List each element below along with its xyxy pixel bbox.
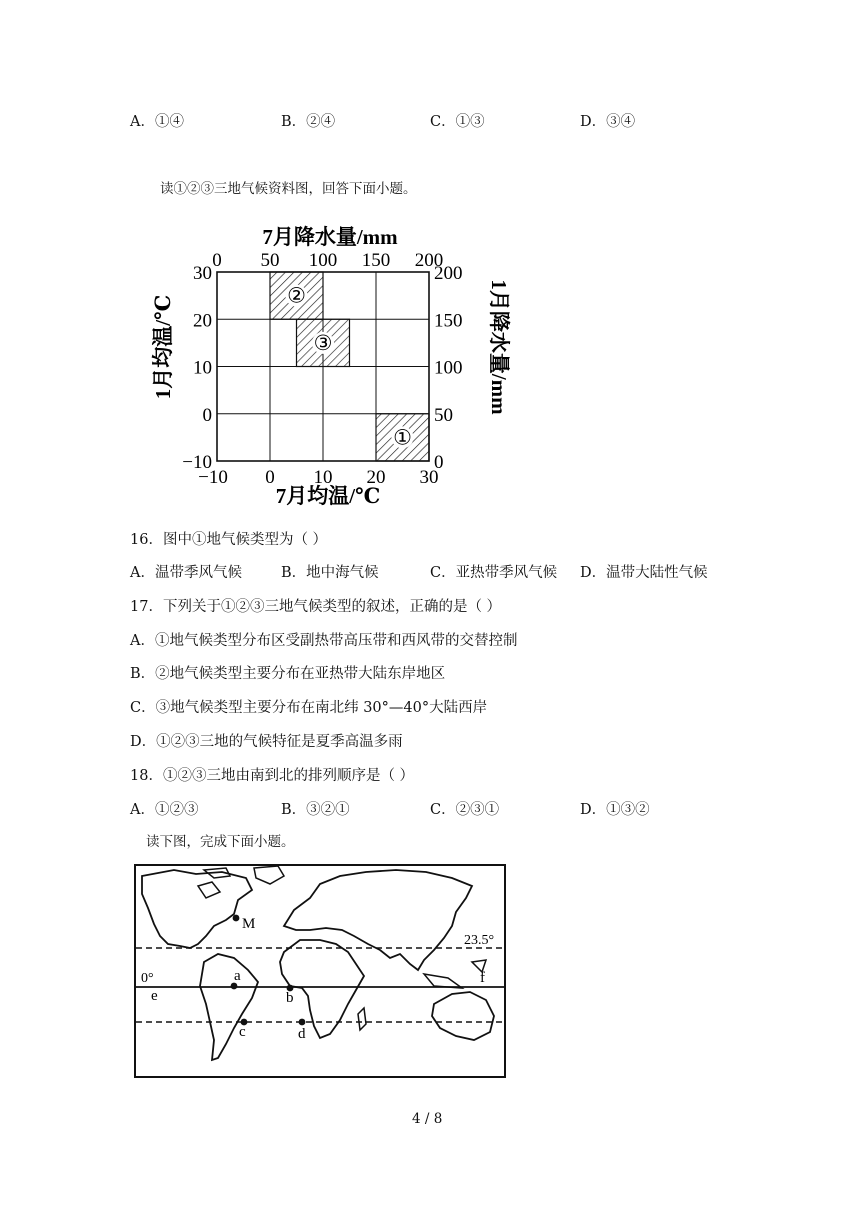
q16-stem: 16．图中①地气候类型为（ ） [130,532,328,548]
right-tick-label: 0 [434,452,444,473]
q18-stem: 18．①②③三地由南到北的排列顺序是（ ） [130,768,415,784]
label-c: c [239,1024,246,1040]
label-a: a [234,968,241,984]
q15-option-b: B．②④ [281,114,336,130]
label-m: M [242,916,256,932]
bottom-tick-label: 10 [313,467,333,488]
left-axis-title: 1月均温/℃ [151,294,175,400]
q16-option-c: C．亚热带季风气候 [430,565,558,581]
q16-option-b: B．地中海气候 [281,565,379,581]
top-tick-label: 200 [414,250,444,271]
left-tick-label: −10 [182,452,212,473]
bottom-axis-title: 7月均温/℃ [275,484,381,508]
region-label-2: ② [287,283,306,308]
region-label-3: ③ [313,330,333,355]
page-number: 4 / 8 [412,1111,443,1127]
q15-option-d: D．③④ [580,114,636,130]
bottom-tick-label: 30 [419,467,439,488]
q17-stem: 17．下列关于①②③三地气候类型的叙述，正确的是（ ） [130,599,502,615]
q17-option-d: D．①②③三地的气候特征是夏季高温多雨 [130,734,403,750]
right-tick-label: 200 [434,263,463,284]
q16-option-d: D．温带大陆性气候 [580,565,708,581]
q18-option-a: A．①②③ [130,802,199,818]
intro-world-map: 读下图，完成下面小题。 [146,834,295,850]
right-tick-label: 50 [434,404,453,426]
point-m-marker [233,915,240,922]
left-tick-label: 0 [202,404,212,426]
q17-option-a: A．①地气候类型分布区受副热带高压带和西风带的交替控制 [130,633,518,649]
label-f: f [480,970,485,986]
region-label-1: ① [393,425,412,450]
top-tick-label: 50 [260,250,280,271]
climate-chart [140,222,520,512]
label-b: b [286,990,294,1006]
q18-option-c: C．②③① [430,802,500,818]
bottom-tick-label: 20 [366,467,386,488]
top-tick-label: 100 [308,250,338,271]
q17-option-b: B．②地气候类型主要分布在亚热带大陆东岸地区 [130,666,446,682]
bottom-tick-label: −10 [198,467,228,488]
right-tick-label: 100 [434,357,463,379]
top-tick-label: 0 [212,250,222,271]
left-tick-label: 10 [193,357,212,379]
bottom-tick-label: 0 [265,467,275,488]
world-map [134,864,506,1078]
label-e: e [151,988,158,1004]
q15-option-c: C．①③ [430,114,485,130]
q17-option-c: C．③地气候类型主要分布在南北纬 30°—40°大陆西岸 [130,700,488,716]
left-tick-label: 20 [193,310,212,332]
label-tropic: 23.5° [464,933,495,948]
top-tick-label: 150 [361,250,391,271]
q18-option-b: B．③②① [281,802,350,818]
top-axis-title: 7月降水量/mm [262,225,398,249]
label-d: d [298,1026,306,1042]
q16-option-a: A．温带季风气候 [130,565,242,581]
right-axis-title: 1月降水量/mm [487,279,511,415]
q18-option-d: D．①③② [580,802,650,818]
point-d-marker [299,1019,306,1026]
left-tick-label: 30 [193,263,212,284]
right-tick-label: 150 [434,310,463,332]
q15-option-a: A．①④ [130,114,184,130]
intro-climate-chart: 读①②③三地气候资料图，回答下面小题。 [160,181,417,197]
label-equator: 0° [141,971,154,986]
